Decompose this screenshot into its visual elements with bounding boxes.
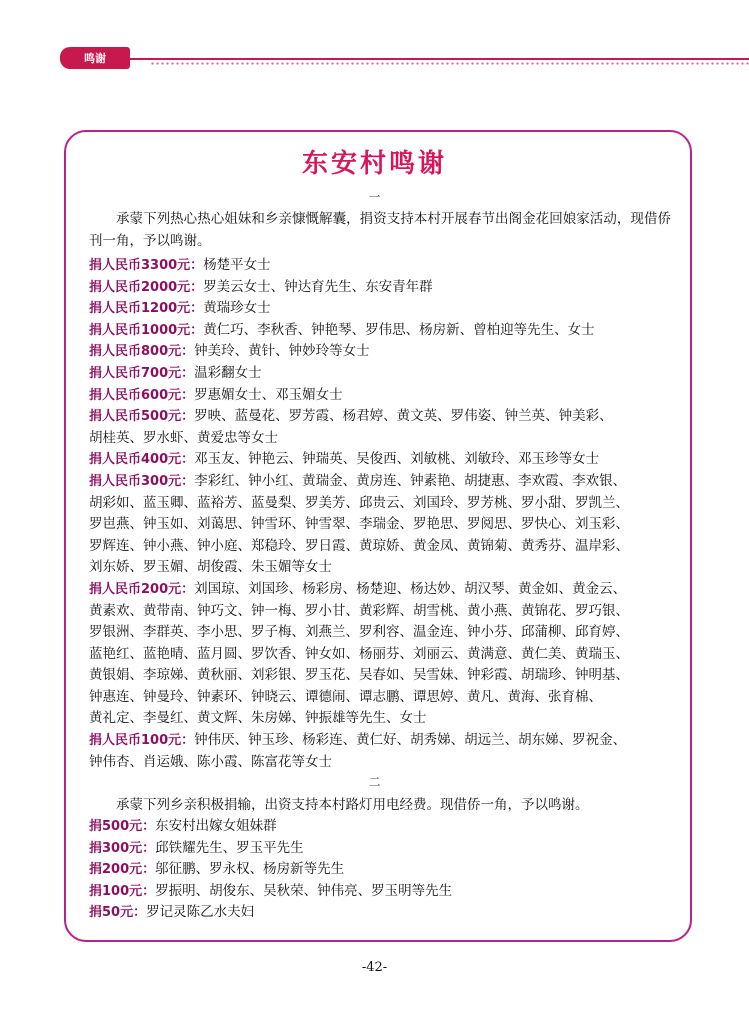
donation-amount-label: 捐人民币300元： — [89, 473, 195, 489]
donor-names: 胡彩如、蓝玉卿、蓝裕芳、蓝曼梨、罗美芳、邱贵云、刘国玲、罗芳桃、罗小甜、罗凯兰、 — [89, 494, 629, 511]
donation-amount-label: 捐人民币800元： — [89, 344, 195, 360]
donation-line — [89, 579, 671, 601]
section-2-intro: 承蒙下列乡亲积极捐输，出资支持本村路灯用电经费。现借侨一角，予以鸣谢。 — [116, 797, 589, 813]
donation-line — [89, 363, 671, 385]
page-number: -42- — [361, 960, 388, 975]
section-1-mark: 一 — [368, 190, 381, 204]
donation-amount-label: 捐人民币700元： — [89, 365, 195, 381]
donation-line — [89, 730, 671, 752]
donor-names: 罗岜燕、钟玉如、刘蔼思、钟雪环、钟雪翠、李瑞金、罗艳思、罗阅思、罗快心、刘玉彩、 — [89, 516, 629, 533]
donation-line — [89, 687, 671, 709]
donation-line — [89, 277, 671, 299]
donation-line — [89, 816, 671, 838]
section-1-intro: 承蒙下列热心热心姐妹和乡亲慷慨解囊，捐资支持本村开展春节出阁金花回娘家活动，现借侨刊一角，予以鸣谢。 — [89, 211, 671, 249]
donor-names: 黄银娟、李琼娣、黄秋丽、刘彩银、罗玉花、吴春如、吴雪妹、钟彩霞、胡瑞珍、钟明基、 — [89, 667, 629, 684]
donor-names: 罗辉连、钟小燕、钟小庭、郑稳玲、罗日霞、黄琼娇、黄金凤、黄锦菊、黄秀芬、温岸彩、 — [89, 537, 629, 554]
donation-line — [89, 320, 671, 342]
donor-names: 邬征鹏、罗永权、杨房新等先生 — [155, 861, 345, 878]
donation-line — [89, 752, 671, 774]
donation-line — [89, 644, 671, 666]
section-2-mark: 二 — [368, 775, 381, 789]
donor-names: 刘东娇、罗玉媚、胡俊霞、朱玉媚等女士 — [89, 559, 332, 576]
section-2 — [89, 794, 671, 924]
section-1 — [89, 208, 671, 773]
donation-line — [89, 428, 671, 450]
donation-amount-label: 捐100元： — [89, 883, 156, 899]
donor-names: 黄素欢、黄带南、钟巧文、钟一梅、罗小甘、黄彩辉、胡雪桃、黄小燕、黄锦花、罗巧银、 — [89, 602, 629, 619]
page-title: 东安村鸣谢 — [301, 149, 447, 179]
donation-line — [89, 493, 671, 515]
donation-amount-label: 捐人民币200元： — [89, 581, 195, 597]
donor-names: 邓玉友、钟艳云、钟瑞英、吴俊西、刘敏桃、刘敏玲、邓玉珍等女士 — [194, 451, 600, 468]
donation-amount-label: 捐人民币600元： — [89, 387, 195, 403]
section-1-donor-list — [89, 255, 671, 773]
donor-names: 罗映、蓝曼花、罗芳霞、杨君婷、黄文英、罗伟姿、钟兰英、钟美彩、 — [194, 408, 613, 425]
donation-amount-label: 捐人民币400元： — [89, 452, 195, 468]
donation-line — [89, 385, 671, 407]
donor-names: 胡桂英、罗水虾、黄爱忠等女士 — [89, 429, 278, 446]
donor-names: 黄礼定、李曼红、黄文辉、朱房娣、钟振雄等先生、女士 — [89, 710, 427, 727]
header-dotted-band — [150, 62, 749, 65]
donor-names: 蓝艳红、蓝艳晴、蓝月圆、罗饮香、钟女如、杨丽芬、刘丽云、黄满意、黄仁美、黄瑞玉、 — [89, 645, 629, 662]
donation-line — [89, 471, 671, 493]
donor-names: 罗银洲、李群英、李小思、罗子梅、刘燕兰、罗利容、温金连、钟小芬、邱蒲柳、邱育婷、 — [89, 624, 629, 641]
donation-amount-label: 捐50元： — [89, 905, 147, 921]
donor-names: 杨楚平女士 — [203, 257, 271, 273]
donation-amount-label: 捐500元： — [89, 819, 156, 834]
donation-line — [89, 514, 671, 536]
donation-line — [89, 838, 671, 860]
donor-names: 黄瑞珍女士 — [203, 300, 271, 317]
donation-amount-label: 捐人民币500元： — [89, 409, 195, 425]
donor-names: 罗振明、胡俊东、吴秋荣、钟伟亮、罗玉明等先生 — [155, 882, 453, 899]
donation-line — [89, 622, 671, 644]
donor-names: 温彩翻女士 — [194, 364, 262, 381]
section-tab — [60, 47, 130, 69]
donation-line — [89, 341, 671, 363]
donation-line — [89, 536, 671, 558]
donation-amount-label: 捐人民币1200元： — [89, 301, 204, 317]
section-2-donor-list — [89, 816, 671, 924]
donor-names: 黄仁巧、李秋香、钟艳琴、罗伟思、杨房新、曾柏迎等先生、女士 — [203, 321, 595, 338]
donation-line — [89, 708, 671, 730]
donor-names: 东安村出嫁女姐妹群 — [155, 818, 277, 834]
donor-names: 钟伟厌、钟玉珍、杨彩连、黄仁好、胡秀娣、胡远兰、胡东娣、罗祝金、 — [194, 732, 627, 749]
donation-line — [89, 406, 671, 428]
donation-amount-label: 捐人民币3300元： — [89, 258, 204, 273]
donor-names: 钟伟杏、肖运娥、陈小霞、陈富花等女士 — [89, 753, 332, 770]
donor-names: 刘国琼、刘国珍、杨彩房、杨楚迎、杨达妙、胡汉琴、黄金如、黄金云、 — [194, 580, 627, 597]
donor-names: 罗惠媚女士、邓玉媚女士 — [194, 386, 343, 403]
donation-line — [89, 665, 671, 687]
donation-amount-label: 捐200元： — [89, 862, 156, 878]
donation-line — [89, 557, 671, 579]
donor-names: 邱铁耀先生、罗玉平先生 — [155, 839, 304, 856]
section-tab-label: 鸣谢 — [84, 52, 106, 65]
donor-names: 罗美云女士、钟达育先生、东安青年群 — [203, 278, 433, 295]
donation-amount-label: 捐人民币2000元： — [89, 279, 204, 295]
header-rule — [60, 58, 749, 60]
donation-amount-label: 捐人民币1000元： — [89, 322, 204, 338]
donation-amount-label: 捐300元： — [89, 840, 156, 856]
donor-names: 罗记灵陈乙水夫妇 — [146, 904, 255, 921]
donor-names: 钟美玲、黄针、钟妙玲等女士 — [194, 343, 370, 360]
donation-line — [89, 881, 671, 903]
donation-line — [89, 298, 671, 320]
donation-line — [89, 255, 671, 277]
donor-names: 李彩红、钟小红、黄瑞金、黄房连、钟素艳、胡捷惠、李欢霞、李欢银、 — [194, 472, 627, 489]
donation-line — [89, 859, 671, 881]
donation-amount-label: 捐人民币100元： — [89, 733, 195, 749]
donor-names: 钟惠连、钟曼玲、钟素环、钟晓云、谭德闹、谭志鹏、谭思婷、黄凡、黄海、张育棉、 — [89, 688, 602, 705]
donation-line — [89, 601, 671, 623]
donation-line — [89, 449, 671, 471]
donation-line — [89, 902, 671, 924]
